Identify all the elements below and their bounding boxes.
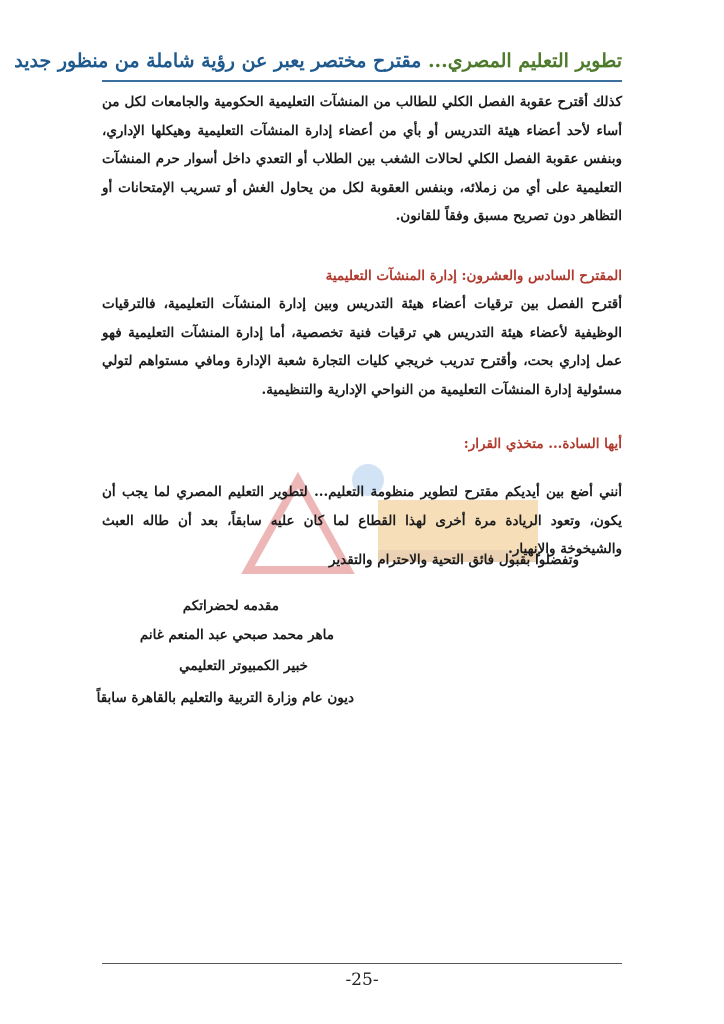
- signature-title: خبير الكمبيوتر التعليمي: [179, 658, 308, 674]
- paragraph-penalties: كذلك أقترح عقوبة الفصل الكلي للطالب من المنشآت التعليمية الحكومية والجامعات لكل من أساء لأحد أعضاء هيئة التدريس أو بأي من أعضاء إدارة المنشآت التعليمية وهيكلها الإداري، وبنفس عقوبة الفصل الكلي لحالات الشغب بين الطلاب أو التعدي داخل أسوار حرم المنشآت التعليمية على أي من زملائه، وبنفس العقوبة لكل من يحاول الغش أو تسريب الإمتحانات أو التظاهر دون تصريح مسبق وفقاً للقانون.: [102, 94, 622, 224]
- signature-line-1: مقدمه لحضراتكم: [182, 598, 279, 614]
- footer-divider: [102, 963, 622, 964]
- header-title-part2: مقترح مختصر يعبر عن رؤية شاملة من منظور جديد: [14, 50, 422, 72]
- section-body-26: أقترح الفصل بين ترقيات أعضاء هيئة التدريس وبين إدارة المنشآت التعليمية، فالترقيات الوظيفية لأعضاء هيئة التدريس هي ترقيات فنية تخصصية، أما إدارة المنشآت التعليمية فهو عمل إداري بحت، وأقترح تدريب خريجي كليات التجارة شعبة الإدارة ومافي مستواهم لتولي مسئولية إدارة المنشآت التعليمية من النواحي الإدارية والتنظيمية.: [102, 296, 622, 398]
- closing-line: وتفضلوا بقبول فائق التحية والاحترام والتقدير: [328, 552, 579, 568]
- address-heading: أيها السادة... متخذي القرار:: [463, 436, 622, 452]
- address-body: أنني أضع بين أيديكم مقترح لتطوير منظومة التعليم... لتطوير التعليم المصري لما يجب أن يكون، وتعود الريادة مرة أخرى لهذا القطاع لما كان عليه سابقاً، بعد أن طاله العبث والشيخوخة والإنهيار.: [102, 484, 622, 557]
- page-number: -25-: [345, 970, 379, 990]
- signature-position: ديون عام وزارة التربية والتعليم بالقاهرة سابقاً: [96, 690, 354, 706]
- header-title-part1: تطوير التعليم المصري...: [427, 50, 622, 72]
- signature-name: ماهر محمد صبحي عبد المنعم غانم: [139, 627, 334, 643]
- running-header: [14, 48, 622, 74]
- section-heading-26: المقترح السادس والعشرون: إدارة المنشآت التعليمية: [325, 268, 622, 284]
- header-divider: [102, 80, 622, 82]
